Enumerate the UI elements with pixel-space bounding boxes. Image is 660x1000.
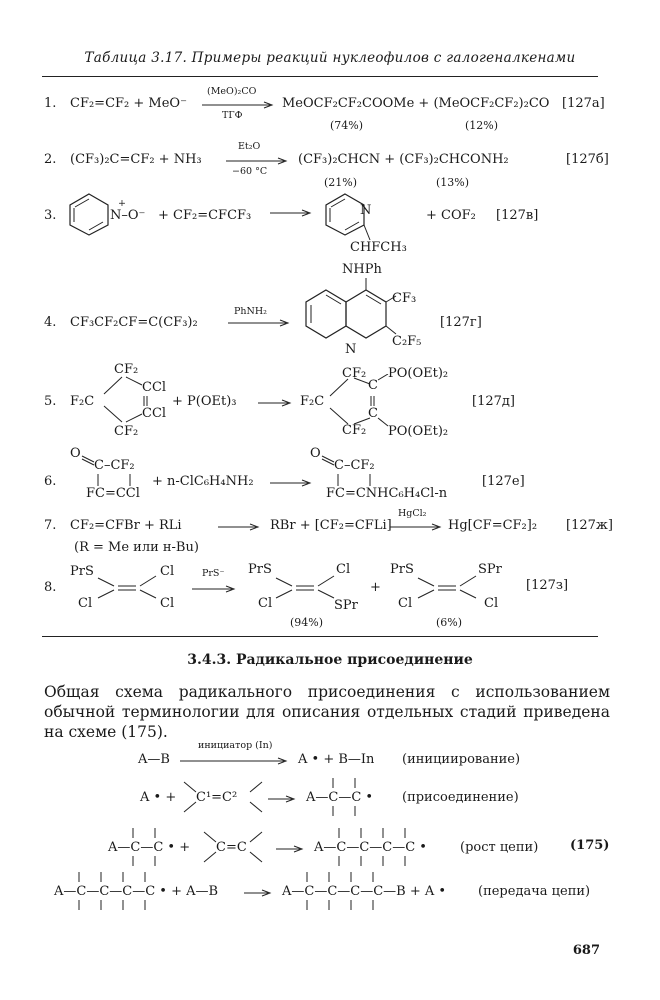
po-group-b: PO(OEt)₂ bbox=[388, 424, 449, 439]
cl-group: Cl bbox=[258, 596, 273, 611]
reference: [127г] bbox=[440, 315, 482, 330]
cl-group: Cl bbox=[398, 596, 413, 611]
yield-2: (12%) bbox=[465, 119, 499, 132]
r-note: (R = Me или н-Bu) bbox=[74, 540, 199, 555]
cl-group: Cl bbox=[78, 596, 93, 611]
s2-lhs: A • + bbox=[140, 790, 177, 805]
reaction-number: 8. bbox=[44, 580, 57, 595]
carbon-bonds bbox=[126, 826, 176, 870]
carbon-bonds bbox=[300, 870, 410, 914]
reaction-number: 7. bbox=[44, 518, 57, 533]
f2c: F₂C bbox=[70, 394, 95, 409]
arrow-condition-top: Et₂O bbox=[238, 141, 261, 152]
reference: [127е] bbox=[482, 474, 525, 489]
n-oxide: N–O⁻ bbox=[110, 208, 146, 223]
s4-label: (передача цепи) bbox=[478, 884, 591, 899]
table-top-rule bbox=[42, 76, 598, 77]
ring-bonds bbox=[96, 372, 156, 430]
arrow-condition-top: PrS⁻ bbox=[202, 568, 225, 579]
reaction-arrow bbox=[192, 584, 238, 594]
reaction-arrow bbox=[244, 888, 274, 898]
s4-rhs: A—C—C—C—C—B + A • bbox=[282, 884, 447, 899]
reactant: CF₃CF₂CF=C(CF₃)₂ bbox=[70, 315, 198, 330]
products: MeOCF₂CF₂COOMe + (MeOCF₂CF₂)₂CO bbox=[282, 96, 550, 111]
reaction-arrow bbox=[228, 318, 292, 328]
cl-group: Cl bbox=[160, 596, 175, 611]
cl-group: Cl bbox=[336, 562, 351, 577]
intermediate: RBr + [CF₂=CFLi] bbox=[270, 518, 392, 533]
p-cf2-top: CF₂ bbox=[342, 366, 367, 381]
yield-1: (74%) bbox=[330, 119, 364, 132]
carbon-bonds bbox=[326, 776, 376, 820]
spr-group: SPr bbox=[334, 598, 358, 613]
s3-label: (рост цепи) bbox=[460, 840, 539, 855]
table-title: Таблица 3.17. Примеры реакций нуклеофилов с галогеналкенами bbox=[84, 50, 576, 66]
p-c-a: C bbox=[368, 378, 378, 393]
reaction-number: 6. bbox=[44, 474, 57, 489]
ring-nitrogen: N bbox=[360, 203, 372, 218]
section-heading: 3.4.3. Радикальное присоединение bbox=[187, 652, 473, 668]
arrow-condition-top: PhNH₂ bbox=[234, 306, 267, 317]
reaction-arrow bbox=[258, 398, 294, 408]
table-bottom-rule bbox=[42, 636, 598, 637]
alkene-bonds bbox=[180, 778, 280, 818]
reaction-number: 3. bbox=[44, 208, 57, 223]
c-cf2: C–CF₂ bbox=[94, 458, 135, 473]
p-f2c: F₂C bbox=[300, 394, 325, 409]
cl-group: Cl bbox=[160, 564, 175, 579]
fc-ccl: FC=CCl bbox=[86, 486, 140, 501]
alkene-bonds bbox=[200, 828, 280, 868]
reaction-arrow bbox=[390, 522, 444, 532]
c2f5-group: C₂F₅ bbox=[392, 334, 422, 349]
reagent: + P(OEt)₃ bbox=[172, 394, 237, 409]
ring-bonds bbox=[76, 452, 146, 488]
po-group-a: PO(OEt)₂ bbox=[388, 366, 449, 381]
ring-nitrogen: N bbox=[345, 342, 357, 357]
s2-label: (присоединение) bbox=[402, 790, 519, 805]
ring-bonds bbox=[316, 452, 386, 488]
prs-group: PrS bbox=[70, 564, 94, 579]
p-c-b: C bbox=[368, 406, 378, 421]
alkene-bonds bbox=[92, 568, 162, 608]
arrow-condition-top: HgCl₂ bbox=[398, 508, 427, 519]
product: Hg[CF=CF₂]₂ bbox=[448, 518, 538, 533]
s1-arrow-top: инициатор (In) bbox=[198, 740, 273, 751]
arrow-condition-bottom: ТГФ bbox=[222, 110, 243, 121]
reference: [127д] bbox=[472, 394, 515, 409]
arrow-condition-bottom: −60 °C bbox=[232, 166, 268, 177]
substituent: CHFCH₃ bbox=[350, 240, 407, 255]
cf3-group: CF₃ bbox=[392, 291, 417, 306]
ccl-b: CCl bbox=[142, 406, 167, 421]
reagent: + CF₂=CFCF₃ bbox=[158, 208, 252, 223]
oxygen: O bbox=[70, 446, 81, 461]
reaction-arrow bbox=[270, 478, 314, 488]
s2-rhs: A—C—C • bbox=[306, 790, 374, 805]
reaction-arrow bbox=[218, 522, 262, 532]
reaction-arrow bbox=[276, 844, 306, 854]
reactants: CF₂=CF₂ + MeO⁻ bbox=[70, 96, 187, 111]
yield-2: (13%) bbox=[436, 176, 470, 189]
p-oxygen: O bbox=[310, 446, 321, 461]
cl-group: Cl bbox=[484, 596, 499, 611]
equation-number: (175) bbox=[570, 838, 610, 853]
cf2-bottom: CF₂ bbox=[114, 424, 139, 439]
reference: [127з] bbox=[526, 578, 569, 593]
reaction-number: 4. bbox=[44, 315, 57, 330]
alkene-bonds bbox=[270, 568, 340, 608]
s1-lhs: A—B bbox=[138, 752, 170, 767]
reaction-arrow bbox=[226, 156, 290, 166]
reactants: (CF₃)₂C=CF₂ + NH₃ bbox=[70, 152, 202, 167]
s3-lhs: A—C—C • + bbox=[108, 840, 191, 855]
s3-rhs: A—C—C—C—C • bbox=[314, 840, 427, 855]
arrow-condition-top: (MeO)₂CO bbox=[207, 86, 257, 97]
reference: [127б] bbox=[566, 152, 609, 167]
reagent: + n-ClC₆H₄NH₂ bbox=[152, 474, 254, 489]
quinoline-ring bbox=[296, 278, 406, 352]
reaction-number: 1. bbox=[44, 96, 57, 111]
p-cf2-bottom: CF₂ bbox=[342, 423, 367, 438]
pyridine-ring bbox=[66, 192, 112, 236]
reference: [127а] bbox=[562, 96, 605, 111]
carbon-bonds bbox=[332, 826, 442, 870]
spr-group: SPr bbox=[478, 562, 502, 577]
reaction-arrow bbox=[268, 794, 298, 804]
plus-sign: + bbox=[370, 580, 381, 595]
reaction-arrow bbox=[202, 100, 276, 110]
s1-label: (инициирование) bbox=[402, 752, 521, 767]
carbon-bonds bbox=[72, 870, 182, 914]
products: (CF₃)₂CHCN + (CF₃)₂CHCONH₂ bbox=[298, 152, 509, 167]
s4-lhs: A—C—C—C—C • + A—B bbox=[54, 884, 219, 899]
reaction-arrow bbox=[180, 756, 290, 766]
body-paragraph: Общая схема радикального присоединения с использованием обычной терминологии для описания отдельных стадий приведена на схеме (175). bbox=[44, 683, 610, 741]
ring-bonds bbox=[322, 374, 394, 432]
nhph-group: NHPh bbox=[342, 262, 382, 277]
coproduct: + COF₂ bbox=[426, 208, 476, 223]
s1-rhs: A • + B—In bbox=[298, 752, 375, 767]
yield-1: (94%) bbox=[290, 616, 324, 629]
reactants: CF₂=CFBr + RLi bbox=[70, 518, 182, 533]
ccl-a: CCl bbox=[142, 380, 167, 395]
s3-alkene: C=C bbox=[216, 840, 247, 855]
p-fc-cnh: FC=CNHC₆H₄Cl-n bbox=[326, 486, 448, 501]
plus-charge: + bbox=[118, 198, 126, 209]
prs-group: PrS bbox=[390, 562, 414, 577]
yield-1: (21%) bbox=[324, 176, 358, 189]
yield-2: (6%) bbox=[436, 616, 463, 629]
s2-alkene: C¹=C² bbox=[196, 790, 238, 805]
p-c-cf2: C–CF₂ bbox=[334, 458, 375, 473]
reference: [127ж] bbox=[566, 518, 613, 533]
reference: [127в] bbox=[496, 208, 539, 223]
alkene-bonds bbox=[412, 568, 482, 608]
reaction-number: 2. bbox=[44, 152, 57, 167]
reaction-arrow bbox=[270, 208, 314, 218]
cf2-top: CF₂ bbox=[114, 362, 139, 377]
prs-group: PrS bbox=[248, 562, 272, 577]
reaction-number: 5. bbox=[44, 394, 57, 409]
page-number: 687 bbox=[572, 943, 600, 958]
